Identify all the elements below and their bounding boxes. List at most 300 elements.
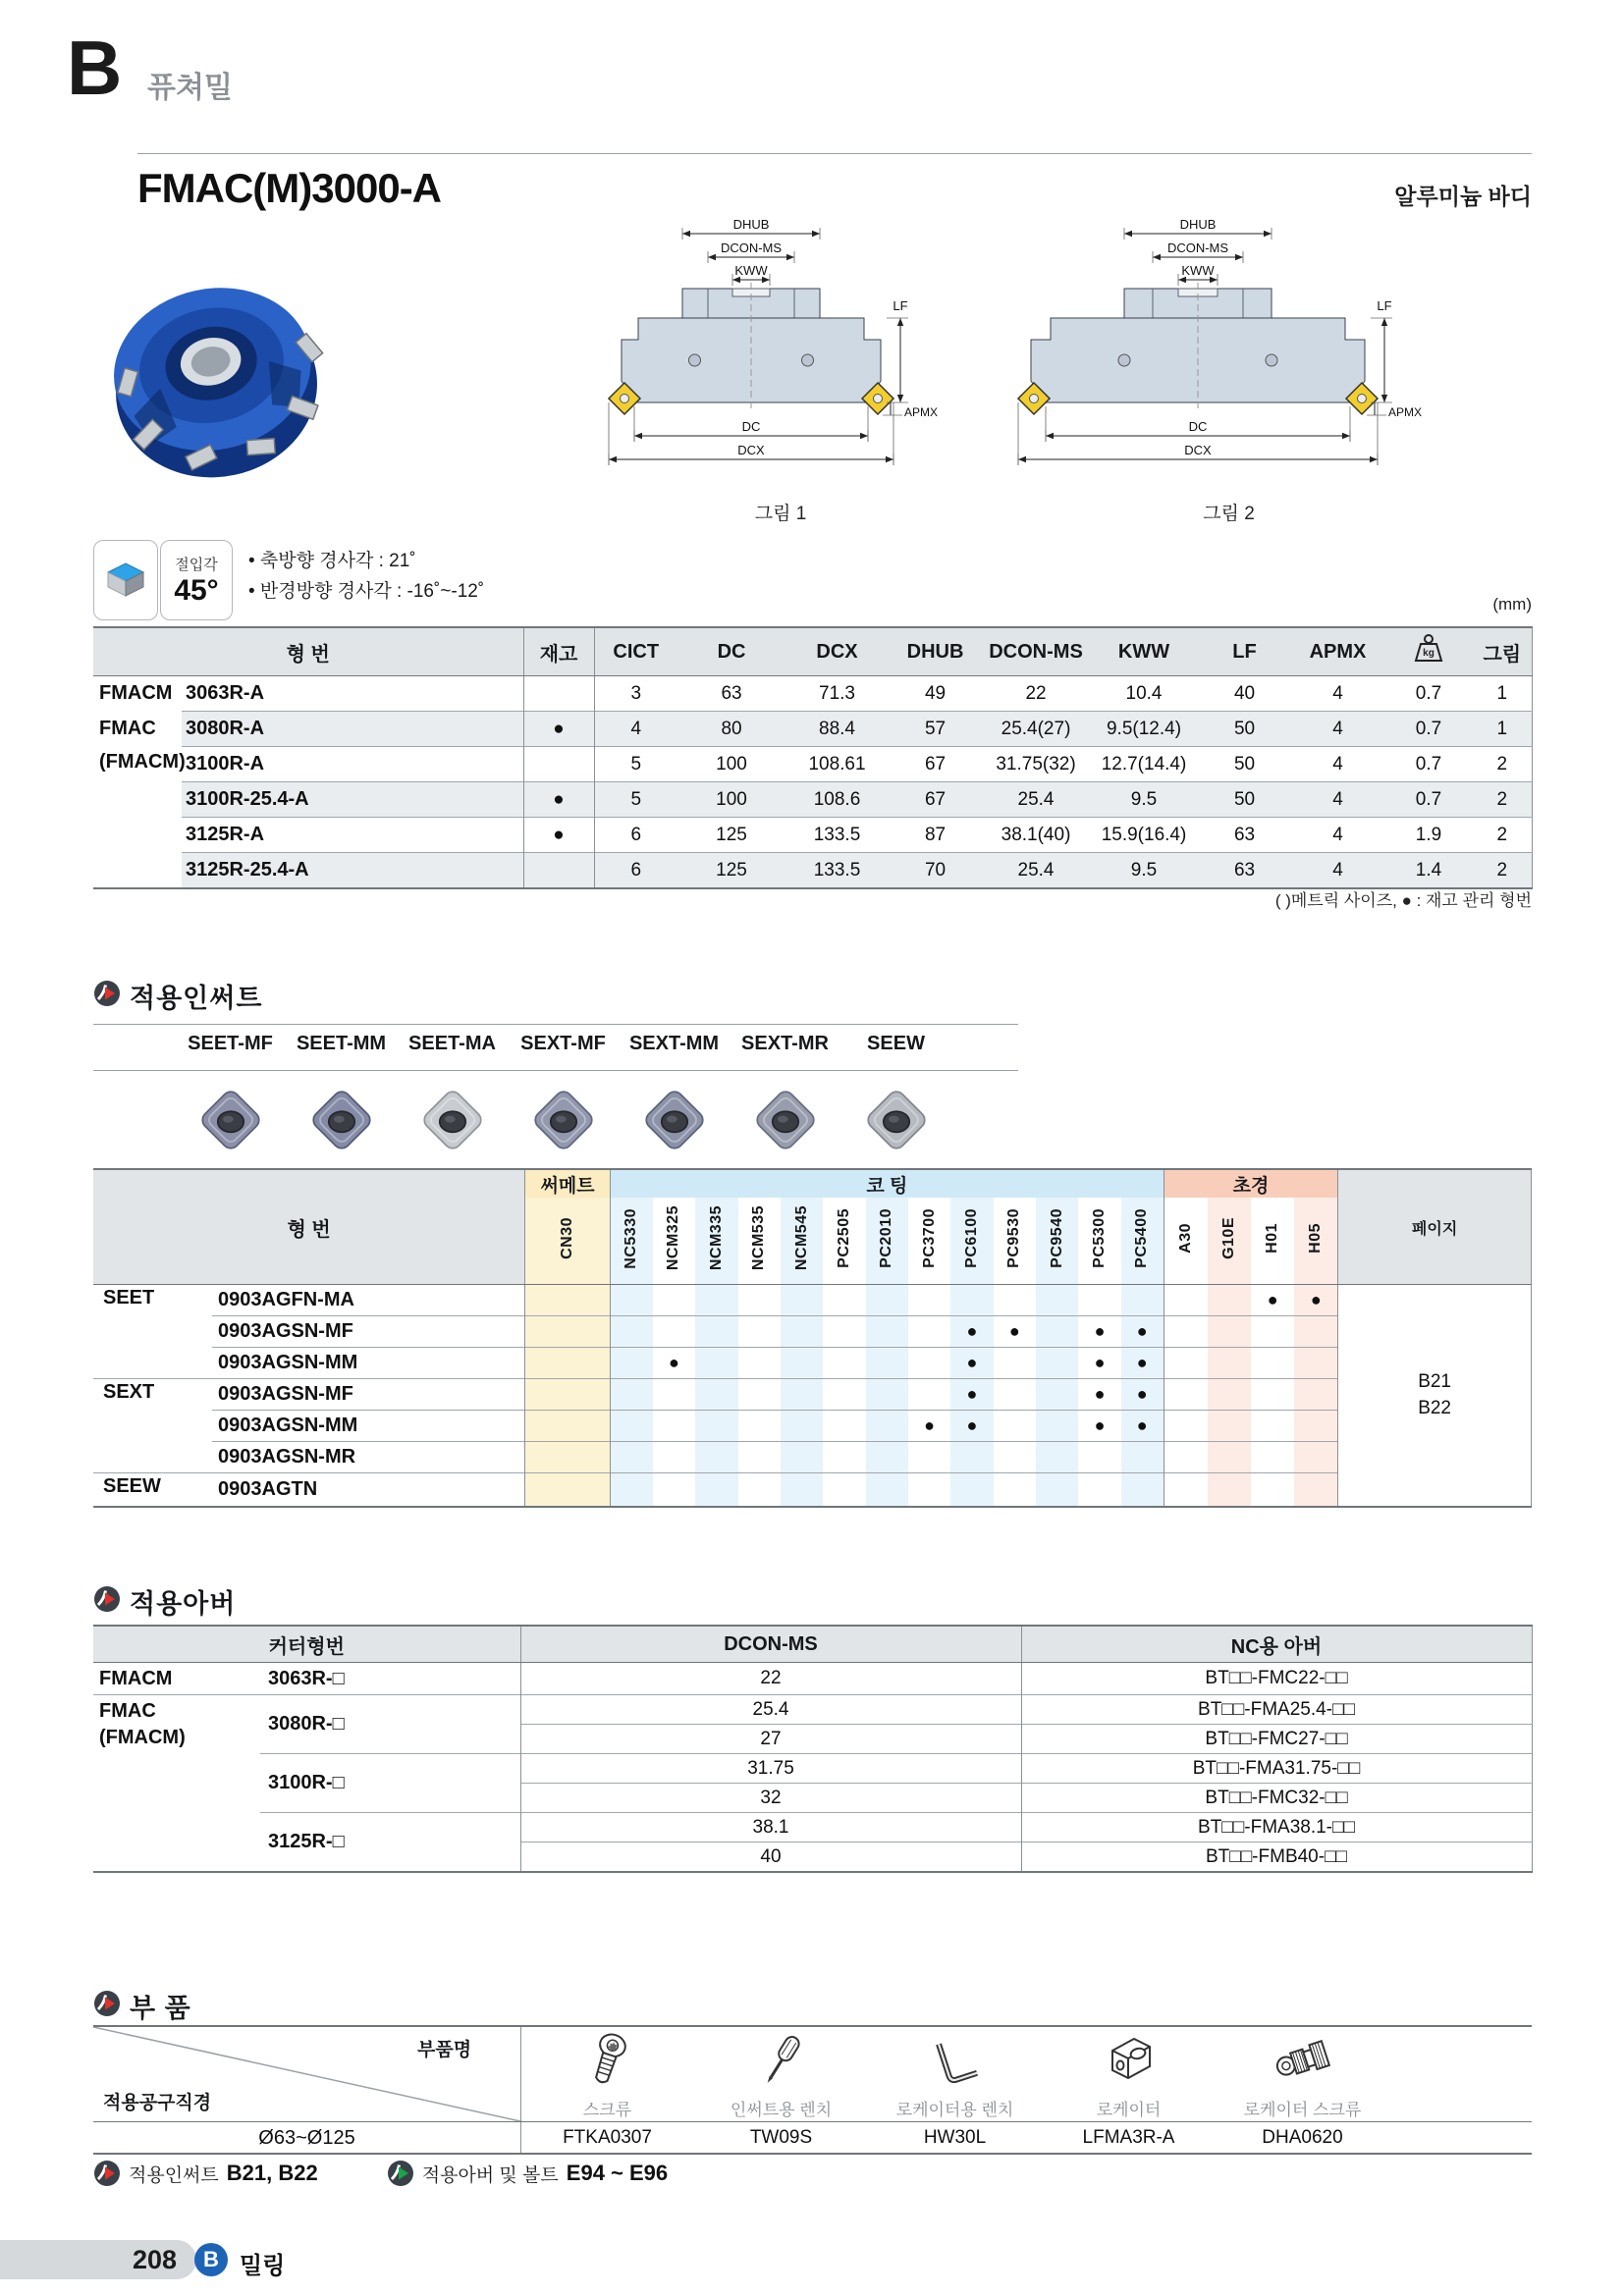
link-label: 적용아버 및 볼트 [421,2164,559,2186]
grade-mark-cell [1078,1473,1120,1508]
spec-value: 4 [1291,782,1384,818]
grade-mark-cell [1251,1348,1294,1379]
grade-mark-cell: ● [1078,1379,1120,1411]
spec-header-dhub: DHUB [889,627,982,676]
arbor-dcon-value: 38.1 [520,1813,1021,1842]
spec-row [93,676,1532,712]
spec-value: 2 [1473,818,1532,853]
svg-text:LF: LF [1377,298,1392,313]
section-bullet-icon-image [93,1585,121,1613]
arbor-row [93,1695,1532,1725]
spec-value: 22 [982,676,1090,712]
grade-mark-cell [1208,1473,1251,1508]
grade-mark-cell: ● [1121,1411,1164,1442]
insert-type-labels [175,1033,951,1055]
grade-mark-cell [653,1442,695,1473]
arbor-model: 3063R-□ [260,1663,520,1695]
grade-mark-cell [1121,1473,1164,1508]
grade-header: NCM545 [781,1198,823,1285]
insert-type-label: SEXT-MM [628,1033,720,1054]
grade-mark-cell [866,1411,908,1442]
grade-mark-cell [1294,1379,1337,1411]
spec-row [93,747,1532,782]
grade-mark-cell [1208,1285,1251,1316]
spec-value: 50 [1198,712,1291,747]
grade-mark-cell [823,1442,865,1473]
milled-block-icon-image [103,558,148,599]
grade-header: A30 [1164,1198,1207,1285]
spec-value: 100 [677,747,785,782]
spec-value: 67 [889,782,982,818]
insert-photo-image [188,1077,274,1163]
spec-stock: ● [523,782,594,818]
arbor-nc-value: BT□□-FMC27-□□ [1021,1725,1532,1754]
grade-mark-cell [781,1316,823,1348]
spec-row [93,782,1532,818]
page-ref-value: B21 [1418,1371,1451,1392]
spec-model: 3063R-A [182,676,523,712]
arbor-model: 3080R-□ [260,1695,520,1754]
grade-header: PC6100 [950,1198,993,1285]
product-photo-image [98,251,329,499]
insert-photo [840,1077,951,1168]
arbor-model: 3125R-□ [260,1813,520,1873]
part-icon-cell [868,2029,1042,2092]
insert-table [93,1168,1532,1508]
spec-series: FMACM [99,682,173,704]
milled-block-icon [103,558,148,604]
spec-value: 50 [1198,747,1291,782]
svg-text:KWW: KWW [1181,263,1215,278]
spec-header-apmx: APMX [1291,627,1384,676]
spec-stock: ● [523,818,594,853]
grade-mark-cell [653,1316,695,1348]
grade-header: PC9530 [994,1198,1036,1285]
feature-notes [248,546,484,607]
parts-header-diameter: 적용공구직경 [103,2093,212,2113]
spec-row [93,853,1532,889]
spec-header-dcon-ms: DCON-MS [982,627,1090,676]
insert-labels-rule-bottom [93,1070,1018,1071]
spec-value: 10.4 [1090,676,1198,712]
insert-type-label: SEXT-MR [741,1033,829,1054]
spec-value: 9.5(12.4) [1090,712,1198,747]
insert-row [93,1473,1532,1508]
grade-mark-cell: ● [1251,1285,1294,1316]
grade-mark-cell [1294,1442,1337,1473]
spec-value: 25.4 [982,853,1090,889]
svg-text:DCON-MS: DCON-MS [720,240,783,255]
grade-mark-cell [1208,1316,1251,1348]
grade-mark-cell [866,1285,908,1316]
grade-mark-cell [823,1316,865,1348]
grade-header: NCM325 [653,1198,695,1285]
cross-reference-link [387,2160,668,2187]
grade-mark-cell [1121,1285,1164,1316]
grade-mark-cell: ● [908,1411,950,1442]
grade-mark-cell [738,1348,781,1379]
grade-mark-cell [695,1348,737,1379]
spec-model: 3125R-A [182,818,523,853]
spec-value: 5 [594,782,677,818]
grade-mark-cell [866,1348,908,1379]
spec-value: 9.5 [1090,782,1198,818]
svg-text:APMX: APMX [1388,405,1423,419]
grade-mark-cell [525,1316,611,1348]
grade-mark-cell [525,1348,611,1379]
insert-photos [175,1077,951,1168]
section-bullet-icon-image [387,2160,414,2187]
spec-value: 57 [889,712,982,747]
grade-mark-cell [1164,1411,1207,1442]
insert-model: 0903AGSN-MR [212,1442,525,1473]
spec-header-dcx: DCX [785,627,889,676]
spec-value: 9.5 [1090,853,1198,889]
insert-photo [175,1077,286,1168]
grade-mark-cell: ● [1121,1348,1164,1379]
cutter-diagram-1 [604,218,957,485]
arbor-dcon-value: 25.4 [520,1695,1021,1725]
spec-value: 0.7 [1384,676,1473,712]
arbor-dcon-value: 40 [520,1842,1021,1873]
spec-value: 5 [594,747,677,782]
spec-stock [523,853,594,889]
spec-header-cict: CICT [594,627,677,676]
insert-header-model: 형 번 [93,1169,525,1285]
spec-value: 133.5 [785,818,889,853]
insert-header-page: 페이지 [1338,1169,1532,1285]
spec-value: 2 [1473,747,1532,782]
part-code: FTKA0307 [563,2127,652,2148]
arbors-section-header [93,1582,236,1621]
grade-mark-cell [525,1442,611,1473]
spec-header-figure: 그림 [1473,627,1532,676]
footer-section-badge: B [194,2243,228,2276]
grade-header: CN30 [525,1198,611,1285]
insert-band-coating: 코 팅 [610,1169,1164,1198]
insert-photo [619,1077,730,1168]
grade-mark-cell [823,1379,865,1411]
spec-value: 125 [677,853,785,889]
grade-header: H05 [1294,1198,1337,1285]
grade-mark-cell [525,1379,611,1411]
grade-mark-cell [1294,1411,1337,1442]
arbor-series: FMACM [93,1663,260,1695]
grade-mark-cell [908,1348,950,1379]
parts-header-name: 부품명 [417,2040,472,2060]
parts-section-header [93,1987,191,2025]
insert-model: 0903AGSN-MM [212,1411,525,1442]
grade-mark-cell: ● [1078,1316,1120,1348]
insert-photo [508,1077,619,1168]
spec-row [93,712,1532,747]
grade-mark-cell [653,1473,695,1508]
spec-value: 4 [1291,853,1384,889]
inserts-section-header [93,977,262,1015]
figure-1-caption: 그림 1 [754,504,807,524]
spec-value: 4 [1291,676,1384,712]
grade-mark-cell [1294,1473,1337,1508]
grade-header: G10E [1208,1198,1251,1285]
grade-mark-cell [610,1411,652,1442]
arbor-nc-value: BT□□-FMA38.1-□□ [1021,1813,1532,1842]
grade-mark-cell [1036,1442,1078,1473]
grade-mark-cell [1294,1348,1337,1379]
spec-value: 40 [1198,676,1291,712]
spec-value: 1.4 [1384,853,1473,889]
spec-header-dc: DC [677,627,785,676]
spec-value: 63 [677,676,785,712]
feature-note-radial: • 반경방향 경사각 : -16˚~-12˚ [248,581,485,602]
tool-diameter-range: Ø63~Ø125 [258,2127,355,2149]
grade-mark-cell [738,1411,781,1442]
arbor-header-cutter: 커터형번 [93,1626,520,1663]
entry-angle-label: 절입각 [175,556,218,573]
svg-text:DC: DC [1188,419,1208,434]
spec-value: 31.75(32) [982,747,1090,782]
grade-header: NCM535 [738,1198,781,1285]
header-rule [137,153,1532,154]
insert-row [93,1316,1532,1348]
spec-model: 3125R-25.4-A [182,853,523,889]
part-code: TW09S [749,2127,813,2148]
figure-2-caption: 그림 2 [1203,504,1255,524]
figure-1-diagram [604,218,957,490]
insert-model: 0903AGSN-MF [212,1316,525,1348]
spec-value: 1.9 [1384,818,1473,853]
grade-mark-cell [1078,1285,1120,1316]
spec-value: 2 [1473,853,1532,889]
page-subtitle: 알루미늄 바디 [1394,184,1532,209]
spec-value: 133.5 [785,853,889,889]
cutter-diagram-2 [1016,218,1441,485]
grade-mark-cell [1164,1473,1207,1508]
grade-mark-cell [610,1379,652,1411]
grade-mark-cell [1251,1379,1294,1411]
grade-mark-cell [823,1348,865,1379]
insert-series: SEXT [93,1379,212,1473]
spec-model: 3100R-A [182,747,523,782]
grade-mark-cell [738,1316,781,1348]
grade-mark-cell [1251,1411,1294,1442]
grade-mark-cell [695,1316,737,1348]
link-pages: E94 ~ E96 [566,2161,669,2185]
grade-header: H01 [1251,1198,1294,1285]
figure-2-diagram [1016,218,1441,490]
screw-icon [581,2031,634,2090]
spec-value: 108.61 [785,747,889,782]
grade-mark-cell [908,1379,950,1411]
link-label: 적용인써트 [129,2164,219,2186]
grade-mark-cell [1078,1442,1120,1473]
spec-value: 4 [1291,747,1384,782]
grade-mark-cell [994,1285,1036,1316]
insert-photo [730,1077,840,1168]
grade-mark-cell [1208,1411,1251,1442]
grade-mark-cell [950,1442,993,1473]
insert-type-label: SEXT-MF [520,1033,606,1054]
section-letter: B [67,25,123,111]
spec-value: 6 [594,818,677,853]
product-photo [98,251,329,504]
grade-mark-cell [866,1442,908,1473]
grade-mark-cell [610,1285,652,1316]
arbor-nc-value: BT□□-FMC32-□□ [1021,1784,1532,1813]
grade-mark-cell: ● [994,1316,1036,1348]
weight-kg-icon [1411,633,1446,665]
grade-header: PC5300 [1078,1198,1120,1285]
grade-mark-cell [1164,1348,1207,1379]
grade-mark-cell [781,1411,823,1442]
insert-row [93,1285,1532,1316]
grade-mark-cell [994,1348,1036,1379]
spec-model: 3080R-A [182,712,523,747]
svg-text:DCX: DCX [737,443,765,457]
grade-mark-cell [1036,1379,1078,1411]
grade-header: PC2505 [823,1198,865,1285]
grade-mark-cell [1036,1348,1078,1379]
grade-mark-cell [610,1316,652,1348]
spec-value: 87 [889,818,982,853]
grade-mark-cell [610,1348,652,1379]
grade-mark-cell: ● [1294,1285,1337,1316]
spec-footnote: ( )메트릭 사이즈, ● : 재고 관리 형번 [1274,891,1532,910]
spec-value: 100 [677,782,785,818]
spec-value: 88.4 [785,712,889,747]
parts-section-title: 부 품 [130,1994,191,2023]
spec-stock [523,747,594,782]
arbor-table [93,1625,1533,1873]
page-number-bar [0,2240,196,2279]
insert-band-carbide: 초경 [1164,1169,1337,1198]
spec-value: 1 [1473,712,1532,747]
page-ref-value: B22 [1418,1398,1451,1418]
parts-row-divider [93,2121,1532,2122]
spec-value: 1 [1473,676,1532,712]
svg-text:DCX: DCX [1184,443,1212,457]
insert-type-label: SEET-MA [408,1033,496,1054]
part-name: 로케이터 [1096,2101,1162,2119]
arbor-row [93,1663,1532,1695]
spec-value: 108.6 [785,782,889,818]
spec-header-model: 형 번 [93,627,523,676]
page-title: FMAC(M)3000-A [137,165,442,211]
grade-mark-cell [908,1473,950,1508]
grade-mark-cell [738,1473,781,1508]
spec-stock: ● [523,712,594,747]
grade-mark-cell [695,1442,737,1473]
svg-text:kg: kg [1423,648,1435,659]
arbor-row [93,1754,1532,1784]
spec-value: 6 [594,853,677,889]
arbor-header-dcon: DCON-MS [520,1626,1021,1663]
insert-row [93,1379,1532,1411]
insert-model: 0903AGSN-MF [212,1379,525,1411]
grade-mark-cell [1208,1348,1251,1379]
insert-row [93,1442,1532,1473]
section-label: 퓨쳐밀 [147,72,233,104]
arbor-dcon-value: 22 [520,1663,1021,1695]
grade-mark-cell [781,1442,823,1473]
spec-value: 4 [1291,712,1384,747]
grade-mark-cell [823,1411,865,1442]
part-icon-cell [520,2029,694,2092]
spec-value: 25.4 [982,782,1090,818]
spec-table-host [93,626,1533,889]
arbor-nc-value: BT□□-FMA31.75-□□ [1021,1754,1532,1784]
grade-mark-cell [653,1285,695,1316]
grade-mark-cell [1251,1473,1294,1508]
grade-mark-cell [1294,1316,1337,1348]
grade-header: PC2010 [866,1198,908,1285]
locator-screw-icon [1273,2034,1332,2087]
grade-mark-cell [1036,1473,1078,1508]
grade-mark-cell [1208,1442,1251,1473]
grade-mark-cell [994,1411,1036,1442]
svg-text:LF: LF [893,298,908,313]
footer-section-label: 밀링 [240,2253,286,2279]
spec-header-stock: 재고 [523,627,594,676]
grade-mark-cell [1036,1285,1078,1316]
grade-header: NCM335 [695,1198,737,1285]
spec-value: 63 [1198,853,1291,889]
grade-mark-cell [1164,1442,1207,1473]
spec-row [93,818,1532,853]
insert-photo-image [298,1077,385,1163]
spec-model: 3100R-25.4-A [182,782,523,818]
arbor-dcon-value: 32 [520,1784,1021,1813]
insert-page-ref [1338,1285,1532,1508]
link-pages: B21, B22 [226,2161,318,2185]
part-name: 로케이터 스크류 [1243,2101,1362,2119]
face-mill-feature-box [93,540,158,620]
svg-text:DC: DC [741,419,761,434]
insert-table-host [93,1168,1532,1508]
insert-row [93,1348,1532,1379]
grade-mark-cell [950,1473,993,1508]
part-icon-cell [1042,2029,1216,2092]
arbor-dcon-value: 31.75 [520,1754,1021,1784]
grade-mark-cell: ● [950,1316,993,1348]
grade-mark-cell: ● [1078,1348,1120,1379]
feature-note-axial: • 축방향 경사각 : 21˚ [248,551,416,571]
arbor-dcon-value: 27 [520,1725,1021,1754]
spec-value: 49 [889,676,982,712]
spec-header-lf: LF [1198,627,1291,676]
spec-header-weight [1384,627,1473,676]
spec-value: 67 [889,747,982,782]
unit-note: (mm) [1492,595,1532,614]
grade-mark-cell [1251,1442,1294,1473]
spec-value: 25.4(27) [982,712,1090,747]
insert-photo [286,1077,397,1168]
grade-mark-cell [738,1442,781,1473]
grade-mark-cell [866,1473,908,1508]
spec-table [93,626,1533,889]
arbor-nc-value: BT□□-FMA25.4-□□ [1021,1695,1532,1725]
spec-value: 2 [1473,782,1532,818]
arbor-nc-value: BT□□-FMC22-□□ [1021,1663,1532,1695]
locator-icon [1101,2033,1158,2088]
grade-mark-cell [738,1379,781,1411]
grade-mark-cell [1208,1379,1251,1411]
grade-mark-cell: ● [1121,1316,1164,1348]
grade-mark-cell [653,1379,695,1411]
grade-mark-cell [695,1473,737,1508]
section-bullet-icon [93,980,121,1012]
insert-type-label: SEET-MM [296,1033,387,1054]
insert-labels-rule-top [93,1024,1018,1025]
